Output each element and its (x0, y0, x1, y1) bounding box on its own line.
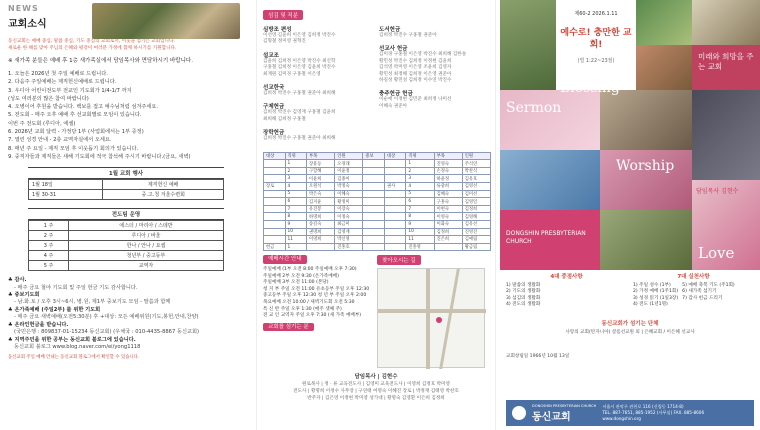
table-cell (434, 243, 462, 251)
table-cell (384, 190, 406, 198)
table-cell: 구홍숙 (434, 198, 462, 206)
news-item: 4. 오병이어 후원을 받습니다. 백보를 접고 예수님처럼 섬겨주세요. (8, 104, 159, 111)
website-link[interactable]: www.dongshin.org (602, 416, 641, 421)
table-cell (264, 175, 286, 183)
worship-times (263, 255, 371, 368)
table-row (264, 213, 491, 221)
vision-block (506, 274, 754, 309)
mission-body: 사랑의 교회(탄자니아) 샬롬선교원 외 | 은혜교회 / 이은혜 선교사 (565, 329, 695, 335)
table-row (264, 198, 491, 206)
table-cell (363, 236, 385, 244)
photo-tile (500, 150, 600, 210)
table-cell: 유진봉 (307, 205, 335, 213)
news-tag: NEWS (8, 4, 39, 13)
footer-name-block (532, 404, 596, 423)
issue-date: 제60-2 2026.1.11 (574, 11, 618, 17)
worship-time: 전 교 인 교역자 주일 오후 7:30 (새 가족 예배부) (263, 313, 362, 319)
vision-item: 2) 기도의 생활화 (506, 289, 541, 295)
table-row (29, 190, 224, 200)
news-item: 3. 우디아 어린이전도부 전교인 기도회가 1/4-1/7 까지 (8, 87, 132, 94)
table-cell: 7 (285, 205, 307, 213)
table-cell: 10 (406, 228, 434, 236)
table-row (264, 221, 491, 229)
table-cell: 10 (285, 228, 307, 236)
section-body: 동신교회 블로그 www.blog.naver.com/ei/yong1118 (14, 343, 141, 350)
verse-box (556, 4, 636, 90)
table-cell: 장용동 (307, 160, 335, 168)
news-item: (성도 여러분의 많은 참여 바랍니다) (8, 95, 89, 102)
group-body: 김희정 박진수 구홍철 권준아 최희해 (263, 91, 336, 97)
practice-item: 6) 새가족 섬기기 (682, 289, 717, 295)
map-block (377, 255, 485, 368)
table-cell (363, 175, 385, 183)
group (379, 44, 489, 84)
table-cell (363, 221, 385, 229)
section-item (8, 307, 245, 322)
table-row (264, 228, 491, 236)
panel-cover (500, 0, 760, 430)
table-cell: 6 (285, 198, 307, 206)
table-cell (264, 160, 286, 168)
table-cell: 4 (285, 183, 307, 191)
group (263, 83, 373, 97)
table-cell: 6 (406, 198, 434, 206)
table-cell (384, 213, 406, 221)
duty-team: 에스더 / 마리아 / 스데반 (69, 221, 224, 231)
section-item (8, 322, 245, 337)
table-cell (384, 228, 406, 236)
table-cell (363, 160, 385, 168)
table-cell: 김정희 (434, 228, 462, 236)
table-cell: 진은희 (434, 236, 462, 244)
section-body: - 매주 금요 철야 기도회 및 주일 헌금 기도 감사합니다. (14, 284, 138, 291)
group (263, 51, 373, 78)
table-cell (307, 243, 335, 251)
table-row (29, 251, 224, 261)
table-cell (363, 167, 385, 175)
panel-service (256, 0, 496, 430)
table-cell: 이영숙 (434, 213, 462, 221)
section-body: - 남.화.토 / 오후 3시~6시, 병.원, 제1부 중보기도 모임 - 말씀과 함께 (14, 299, 171, 306)
group (263, 102, 373, 123)
table-cell: 진영진 (462, 228, 490, 236)
groups-right (379, 25, 489, 148)
table-cell: 김혜숙 (434, 190, 462, 198)
mission-head: 동신교회가 섬기는 단체 (601, 320, 659, 327)
table-row (264, 183, 491, 191)
table-cell: 이영희 (307, 236, 335, 244)
table-row (29, 241, 224, 251)
practice-head: 7대 실천사항 (677, 274, 710, 280)
table-cell: 구할해 (307, 167, 335, 175)
table-header-cell: 대상 (264, 152, 286, 160)
group-body: 김미경 구홍철 이은영 박진수 최희해 김한솔 황민성 박진수 김희정 이정현 김윤희 김석영 박미영 이은영 조윤희 김영자 황민성 최정해 김희정 이은영 권준아 하길성 황민성 김희정 이수연 박진수 (379, 52, 467, 84)
table-row (264, 190, 491, 198)
photo-tile (692, 0, 760, 45)
table-cell (363, 205, 385, 213)
practice-item: 5) 예배 축복 기도 (주1회) (682, 282, 735, 288)
news-list (8, 70, 245, 161)
duty-team: 한나 / 안나 / 요셉 (69, 241, 224, 251)
section-item (8, 277, 245, 292)
practice-item: 4) 전도 (1년1명) (633, 302, 668, 308)
schedule-event: 중.고.청 겨울수련회 (103, 190, 224, 200)
group-body: 김희정 박진수 구홍철 권준아 최희해 (263, 136, 336, 142)
table-cell (264, 167, 286, 175)
practice-item: 3) 성경 읽기 (1일3장) (633, 295, 679, 301)
vision-item: 1) 말씀의 생활화 (506, 282, 541, 288)
table-header-cell: 중보 (363, 152, 385, 160)
table-cell (363, 228, 385, 236)
practice-col (633, 274, 754, 309)
worship-time: 중고등부 주일 오후 12:30 청 년 부 주일 오후 2:00 (263, 293, 367, 299)
table-header-cell: 부목 (434, 152, 462, 160)
cover-collage (500, 0, 760, 270)
table-header-cell: 인원 (335, 152, 363, 160)
staff-line: 원로목사 | 정 · 류 교육전도사 | 김영미 교육전도사 | 이영희 김정호 박미영 (302, 382, 450, 388)
table-cell: 이장숙 (335, 205, 363, 213)
bottom-note: 동신교회 주일 예배 안내는 동신교회 블로그에서 확인할 수 있습니다. (8, 355, 140, 361)
schedule-date: 1월 18일 (29, 180, 103, 190)
table-cell (264, 221, 286, 229)
table-row (29, 261, 224, 271)
table-cell (363, 243, 385, 251)
pastor-overlay: 담임목사 김현수 (696, 188, 739, 195)
table-cell (264, 190, 286, 198)
table-cell (363, 183, 385, 191)
group-title: 장학헌금 (263, 130, 285, 137)
table-row (264, 175, 491, 183)
table-cell (384, 243, 406, 251)
table-cell: 9 (406, 221, 434, 229)
table-cell: 송길숙 (307, 221, 335, 229)
duty-week: 4 주 (29, 251, 69, 261)
news-item: 5. 전도회 - 매주 오후 예배 후 선교회별로 모임이 있습니다. (8, 112, 142, 119)
section-title: ♣ 온가족예배 (주일2부) 를 위한 기도회 (8, 306, 101, 313)
table-cell: 8 (285, 213, 307, 221)
worship-time: 청 지 부 주일 오전 11:00 유초등부 주일 오후 12:30 (263, 286, 370, 292)
table-cell: 김유선 (462, 221, 490, 229)
table-cell: 이현숙 (434, 205, 462, 213)
worship-time: 주일예배 2부 오전 9:30 (온가족예배) (263, 273, 339, 279)
location-map[interactable] (377, 268, 485, 368)
practice-list (682, 283, 735, 309)
table-cell: 김영선 (462, 183, 490, 191)
photo-tile (600, 210, 692, 270)
location-pin-icon (436, 317, 442, 323)
table-cell (384, 175, 406, 183)
table-row (29, 180, 224, 190)
duty-week: 5 주 (29, 261, 69, 271)
group (263, 128, 373, 142)
group-title: 충주헌금 헌금 (379, 91, 413, 98)
group (379, 25, 489, 39)
duty-team: 교역자 (69, 261, 224, 271)
vision-head: 4대 중점사항 (550, 274, 583, 280)
practice-item: 7) 감사 헌금 드리기 (682, 295, 723, 301)
table-cell: 오원석 (307, 183, 335, 191)
duty-team: 루디아 / 바울 (69, 231, 224, 241)
church-name-en-overlay: DONGSHIN PRESBYTERIAN CHURCH (506, 230, 586, 245)
table-cell (264, 236, 286, 244)
church-footer (506, 400, 754, 426)
table-cell: 장로 (264, 183, 286, 191)
table-cell (264, 198, 286, 206)
group-title: 설교조 (263, 52, 279, 59)
table-cell: 진홍영 (406, 243, 434, 251)
table-cell: 진영숙 (434, 160, 462, 168)
section-title: ♣ 감사. (8, 277, 27, 284)
table-cell (363, 213, 385, 221)
staff-block (263, 372, 489, 402)
section-head-worship: 예배시간 안내 (263, 255, 307, 264)
table-cell: 이윤희 (307, 175, 335, 183)
news-item: 2. 다음주 주일예배는 제직헌신예배로 드립니다. (8, 79, 117, 86)
table-header-cell: 직위 (406, 152, 434, 160)
overlay-sermon: Sermon (506, 100, 562, 116)
table-header-cell: 부목 (307, 152, 335, 160)
group-body: 김희정 박진수 김영재 구홍철 김윤희 최희해 김희정 구홍철 (263, 110, 336, 122)
table-cell: 김미선 (462, 190, 490, 198)
duty-table (28, 220, 224, 271)
verse-main: 예수로! 충만한 교회! (560, 28, 632, 50)
table-cell: 2 (406, 167, 434, 175)
section-title: ♣ 온라인헌금을 받습니다. (8, 321, 69, 328)
group-title: 심방조 편성 (263, 27, 292, 33)
group-body: 김윤희 김희정 이은영 박진수 최신학 구홍철 김희정 이은영 김윤희 박진수 최재원 김미경 구홍철 이은영 (263, 58, 336, 77)
table-cell: 오경래 (335, 160, 363, 168)
staff-line: 반주자 | 김은영 이정현 박미영 성가대 | 황명숙 김영환 이은희 김정희 (307, 395, 445, 401)
table-cell (384, 205, 406, 213)
founded-date: 교회창립일 1966년 10월 13일 (506, 353, 570, 359)
table-cell (363, 190, 385, 198)
worship-time: 주일예배 (1부 오전 8:00 주일예배 오후 7:30) (263, 266, 357, 272)
group-body: 김희정 박진수 구홍철 권준아 (379, 33, 437, 38)
table-header-cell: 대상 (384, 152, 406, 160)
table-cell: 하명희 (307, 213, 335, 221)
table-row (264, 236, 491, 244)
intro-line: 새로운 한 해를 맞아 주님의 은혜와 평강이 여러분 가정에 함께 하시기를 기원합니다. (8, 46, 177, 51)
table-cell: 김지윤 (307, 198, 335, 206)
group-body: 이선영 김윤희 이은영 김희정 박진수 김형철 정미영 권혁진 (263, 33, 336, 45)
schedule-event: 제직헌신 예배 (103, 180, 224, 190)
table-cell: 김영일 (462, 198, 490, 206)
schedule-table (28, 179, 224, 200)
table-cell (264, 205, 286, 213)
sections (8, 277, 245, 351)
duty-week: 3 주 (29, 241, 69, 251)
table-row (264, 160, 491, 168)
news-item: 8. 매년 주 요일 - 제직 모임 후 이웃돕기 회의가 있습니다. (8, 145, 139, 152)
staff-title: 담임목사 | 김현수 (354, 374, 398, 381)
welcome-note: ※ 새가족 분들은 예배 후 1층 새가족실에서 담임목사와 면담하시기 바랍니다. (8, 58, 193, 64)
vision-item: 4) 전도의 생활화 (506, 302, 541, 308)
section-head-map: 찾아오시는 길 (377, 255, 421, 265)
section-head-service: 섬김 및 직분 (263, 10, 303, 20)
table-cell: 진홍호 (335, 243, 363, 251)
intro-text (8, 38, 245, 52)
section-body: - 매주 금요 새벽예배(오전5:30분) 후 +대상: 모든 예배위원(기도,봉헌,안내,찬양) (14, 314, 199, 321)
schedule-title: 1월 교회 행사 (28, 167, 224, 179)
address: 서울시 관악구 관천로 116 (신림동 1714-8) (602, 404, 684, 409)
worship-time: 목요예배 오전 10:00 / 새벽기도회 오전 5:30 (263, 299, 355, 305)
table-cell (384, 198, 406, 206)
table-row (264, 243, 491, 251)
group-body: 이순애 이정현 김민준 최희정 나미선 이혜숙 권준아 (379, 97, 452, 109)
page-title: 교회소식 (8, 19, 47, 30)
table-cell: 박정숙 (335, 183, 363, 191)
practice-item: 1) 주일 성수 (1부) (633, 282, 671, 288)
table-cell: 김유호 (462, 175, 490, 183)
table-cell: 김종이 (335, 175, 363, 183)
section-head-serve: 교회를 섬기는 분 (263, 323, 314, 332)
photo-tile (500, 90, 600, 150)
intro-line: 동신교회는 예배 중심, 말씀 중심, 기도 중심의 교회로서, 이웃을 섬기는 교회입니다. (8, 39, 175, 44)
hero-photo (92, 3, 240, 39)
table-cell (384, 167, 406, 175)
table-cell: 3 (406, 175, 434, 183)
table-cell: 2 (285, 167, 307, 175)
groups-left (263, 25, 373, 148)
table-cell: 손정숙 (434, 167, 462, 175)
table-cell: 9 (285, 221, 307, 229)
table-cell: 5 (406, 190, 434, 198)
table-cell: 김영해 (462, 213, 490, 221)
table-cell: 이혜숙 (335, 190, 363, 198)
table-cell: 박찬석 (462, 167, 490, 175)
church-logo-icon (512, 406, 526, 420)
duty-team: 청년부 / 중고등부 (69, 251, 224, 261)
table-cell: 황금림 (462, 243, 490, 251)
table-cell (363, 198, 385, 206)
practice-list (633, 283, 678, 309)
table-cell: 1 (285, 243, 307, 251)
table-cell: 주석연 (462, 160, 490, 168)
table-cell: 8 (406, 213, 434, 221)
table-cell: 하윤정 (434, 175, 462, 183)
table-cell: 1 (406, 160, 434, 168)
staff-line: 전도사 | 황명희 이정수 사무장 | 구연태 여명숙 이혜진 장로 | 박정재 김태영 박찬호 (293, 388, 459, 394)
photo-tile (636, 0, 692, 45)
duty-title: 전도팀 운영 (28, 208, 224, 220)
table-cell: 5 (285, 190, 307, 198)
church-name-en: DONGSHIN PRESBYTERIAN CHURCH (532, 403, 597, 408)
vision-item: 3) 섬김의 생활화 (506, 295, 541, 301)
table-cell: 11 (285, 236, 307, 244)
table-cell: 박신영 (335, 236, 363, 244)
table-cell: 이화숙 (434, 221, 462, 229)
worship-time: 주일예배 3부 오전 11:00 (본당) (263, 280, 329, 286)
section-item (8, 292, 245, 307)
panel-news (0, 0, 253, 430)
news-item: 1. 오늘은 2026년 첫 주일 예배로 드립니다. (8, 71, 108, 77)
table-cell: 최금미 (335, 221, 363, 229)
table-cell (264, 213, 286, 221)
table-cell: 김예림 (462, 236, 490, 244)
table-cell: 황정미 (335, 198, 363, 206)
photo-tile (600, 90, 692, 150)
photo-tile (692, 90, 760, 180)
overlay-korean: 미래와 희망을 주는 교회 (698, 52, 754, 71)
church-name: 동신교회 (532, 411, 571, 423)
section-title: ♣ 지역주민을 위한 공부는 동신교회 블로그에 있습니다. (8, 336, 136, 343)
table-row (29, 231, 224, 241)
photo-tile (636, 45, 692, 90)
table-cell: 1 (285, 160, 307, 168)
news-item: 6. 2026년 교회 달력 - 가정당 1부 (사업회에서는 1부 증정) (8, 129, 144, 136)
news-item: 이번 주 전도회 (루디아, 에셀) (8, 120, 76, 127)
overlay-love: Love (698, 244, 735, 262)
table-header-row (264, 152, 491, 160)
worship-and-map (263, 255, 489, 368)
practice-item: 2) 가정 예배 (1주1회) (633, 289, 679, 295)
table-cell: 권사 (384, 183, 406, 191)
table-cell: 3 (285, 175, 307, 183)
group-title: 선교사 헌금 (379, 46, 408, 53)
group (263, 25, 373, 46)
table-cell: 11 (406, 236, 434, 244)
service-table (263, 152, 491, 252)
duty-week: 2 주 (29, 231, 69, 241)
table-row (264, 167, 491, 175)
table-cell: 류충희 (434, 183, 462, 191)
section-body: (국민은행 : 809837-01-15234 동신교회) (우체국 : 010-4435-8867 동신교회) (14, 329, 199, 336)
table-header-cell: 직위 (285, 152, 307, 160)
duty-week: 1 주 (29, 221, 69, 231)
table-row (264, 205, 491, 213)
table-cell (384, 221, 406, 229)
group-title: 구제헌금 (263, 104, 285, 111)
table-cell: 이윤정 (335, 167, 363, 175)
section-item (8, 337, 245, 352)
vision-col (506, 274, 627, 309)
section-title: ♣ 중보기도회 (8, 292, 40, 299)
service-groups (263, 25, 489, 148)
worship-time: 특 신 반 주일 오후 1:30 (매주 셋째 주) (263, 306, 342, 312)
overlay-worship: Worship (616, 158, 675, 174)
table-cell: 헌금 (264, 243, 286, 251)
overlay-blessing: Blessing (560, 80, 620, 96)
table-cell: 권명희 (307, 228, 335, 236)
group-title: 도서헌금 (379, 27, 401, 33)
table-row (29, 221, 224, 231)
verse-ref: (빌 1:22~23절) (577, 58, 615, 64)
table-cell (384, 160, 406, 168)
group-title: 선교한국 (263, 85, 285, 92)
news-item: 7. 열린 성경 안내 - 2층 교역자실에서 오세요. (8, 137, 112, 144)
table-header-cell: 인원 (462, 152, 490, 160)
tel: TEL. 887-7651, 885-1952 (사무실) FAX. 885-8606 (602, 410, 705, 415)
table-cell: 박은숙 (307, 190, 335, 198)
footer-contact (602, 404, 704, 422)
table-cell: 김영재 (335, 228, 363, 236)
table-cell: 이정숙 (335, 213, 363, 221)
table-cell (264, 228, 286, 236)
table-cell: 7 (406, 205, 434, 213)
schedule-date: 1월 30-31 (29, 190, 103, 200)
news-item: 9. 중직자들과 제직들은 새해 기도회에 적극 참석해 주시기 바랍니다.(금요, 새벽) (8, 153, 191, 160)
practice-lists (633, 283, 754, 309)
photo-tile (500, 0, 556, 90)
table-cell: 4 (406, 183, 434, 191)
table-cell (384, 236, 406, 244)
table-cell: 김정희 (462, 205, 490, 213)
group (379, 89, 489, 110)
